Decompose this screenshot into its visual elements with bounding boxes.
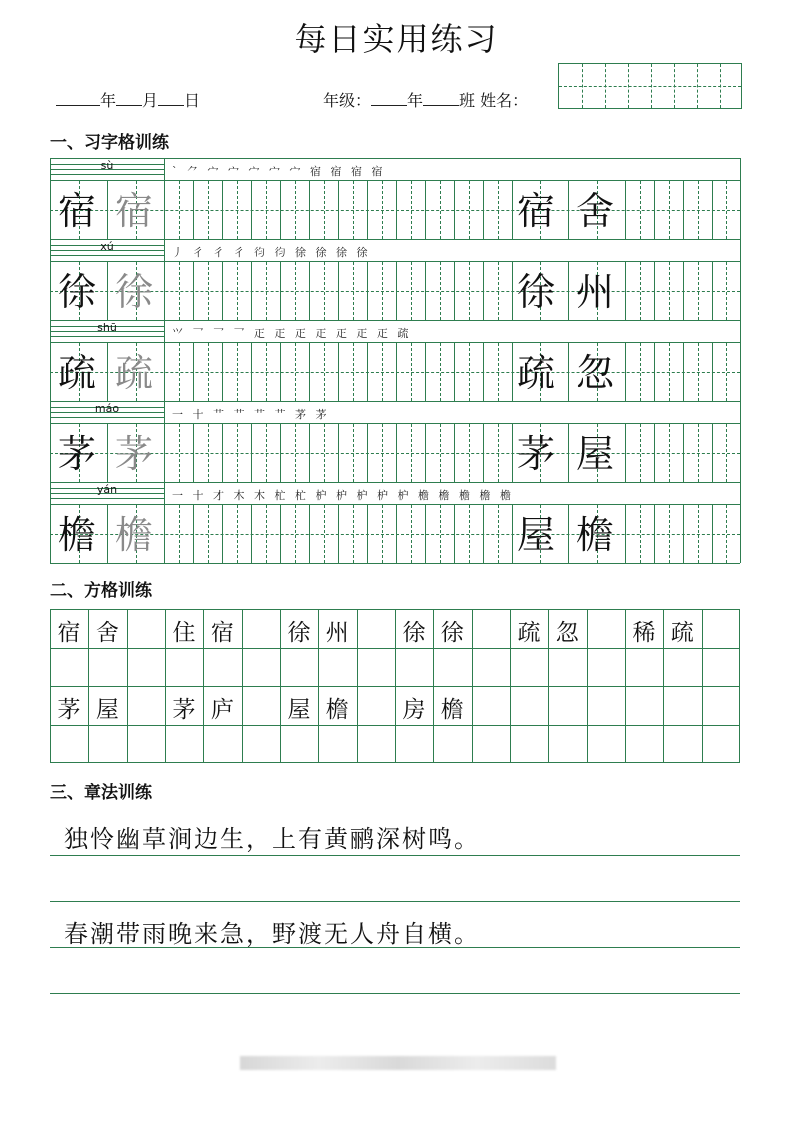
word-character: 宿 <box>517 189 556 233</box>
grid-character: 茅 <box>57 697 81 723</box>
square-cell[interactable] <box>510 609 548 648</box>
square-cell[interactable] <box>203 686 241 725</box>
section-3-heading: 三、章法训练 <box>50 783 152 803</box>
grid-character: 房 <box>402 697 426 723</box>
square-cell[interactable] <box>548 686 586 725</box>
writing-cell[interactable] <box>309 505 338 563</box>
square-cell[interactable] <box>50 686 88 725</box>
stroke-order: 丿 彳 彳 彳 𢓈 𢓈 徐 徐 徐 徐 <box>172 246 371 259</box>
grid-character: 檐 <box>440 697 464 723</box>
square-cell[interactable] <box>510 686 548 725</box>
writing-cell[interactable] <box>280 262 309 320</box>
pinyin-text: shū <box>97 321 117 334</box>
writing-cell[interactable] <box>338 343 367 401</box>
square-cell[interactable] <box>663 609 701 648</box>
writing-cell[interactable] <box>309 181 338 239</box>
word-character: 舍 <box>576 189 615 233</box>
grid-character: 忽 <box>555 620 579 646</box>
trace-character: 宿 <box>115 189 154 233</box>
class-blank[interactable] <box>423 91 459 106</box>
model-character: 茅 <box>58 432 97 476</box>
writing-cell[interactable] <box>280 424 309 482</box>
writing-cell[interactable] <box>193 262 222 320</box>
writing-cell[interactable] <box>193 343 222 401</box>
model-character: 疏 <box>58 351 97 395</box>
writing-cell[interactable] <box>280 343 309 401</box>
grid-character: 疏 <box>670 620 694 646</box>
square-cell[interactable] <box>88 686 126 725</box>
grid-line <box>740 482 741 563</box>
stroke-order: 一 十 艹 艹 艹 艹 茅 茅 <box>172 408 330 421</box>
stroke-order: ⺍ 乛 乛 乛 𤴓 𤴓 𤴓 𤴓 𤴓 𤴓 𤴓 疏 <box>172 327 412 340</box>
model-character: 宿 <box>58 189 97 233</box>
square-cell[interactable] <box>587 609 625 648</box>
section-2-heading: 二、方格训练 <box>50 581 152 601</box>
grid-character: 州 <box>325 620 349 646</box>
writing-cell[interactable] <box>338 424 367 482</box>
writing-cell[interactable] <box>280 181 309 239</box>
word-character: 屋 <box>576 432 615 476</box>
writing-rule <box>50 993 740 994</box>
writing-cell[interactable] <box>454 181 483 239</box>
writing-cell[interactable] <box>222 343 251 401</box>
grid-character: 屋 <box>95 697 119 723</box>
writing-cell[interactable] <box>164 505 193 563</box>
grid-character: 徐 <box>440 620 464 646</box>
writing-cell[interactable] <box>425 424 454 482</box>
word-character: 屋 <box>517 513 556 557</box>
day-label: 日 <box>184 91 201 110</box>
word-character: 疏 <box>517 351 556 395</box>
writing-cell[interactable] <box>483 262 512 320</box>
word-character: 州 <box>576 270 615 314</box>
grid-line <box>50 725 740 726</box>
grid-character: 宿 <box>57 620 81 646</box>
grid-character: 疏 <box>517 620 541 646</box>
writing-cell[interactable] <box>222 262 251 320</box>
name-grid[interactable] <box>558 63 742 109</box>
square-cell[interactable] <box>357 609 395 648</box>
writing-cell[interactable] <box>396 505 425 563</box>
poem-line-2: 春潮带雨晚来急，野渡无人舟自横。 <box>64 920 480 948</box>
writing-cell[interactable] <box>193 181 222 239</box>
writing-cell[interactable] <box>338 181 367 239</box>
word-character: 茅 <box>517 432 556 476</box>
pinyin-guide <box>50 174 164 175</box>
year-blank[interactable] <box>56 91 100 106</box>
writing-cell[interactable] <box>367 181 396 239</box>
page-title: 每日实用练习 <box>294 20 499 58</box>
date-line <box>56 88 200 111</box>
poem-line-1: 独怜幽草涧边生，上有黄鹂深树鸣。 <box>64 825 480 853</box>
pinyin-guide <box>50 498 164 499</box>
pinyin-guide <box>50 417 164 418</box>
writing-rule <box>50 901 740 902</box>
writing-cell[interactable] <box>164 181 193 239</box>
blurred-footer <box>240 1056 556 1070</box>
pinyin-guide <box>50 336 164 337</box>
day-blank[interactable] <box>158 91 184 106</box>
writing-cell[interactable] <box>222 181 251 239</box>
grid-character: 徐 <box>402 620 426 646</box>
trace-character: 疏 <box>115 351 154 395</box>
writing-cell[interactable] <box>309 424 338 482</box>
writing-rule <box>50 855 740 856</box>
grid-character: 茅 <box>172 697 196 723</box>
square-cell[interactable] <box>663 686 701 725</box>
writing-cell[interactable] <box>338 262 367 320</box>
grid-character: 庐 <box>210 697 234 723</box>
word-character: 忽 <box>576 351 615 395</box>
class-name-label: 班 姓名： <box>459 91 529 110</box>
grid-line <box>50 648 740 649</box>
grid-character: 宿 <box>210 620 234 646</box>
square-cell[interactable] <box>280 686 318 725</box>
year-label: 年 <box>100 91 117 110</box>
square-cell[interactable] <box>395 686 433 725</box>
square-cell[interactable] <box>702 609 740 648</box>
square-cell[interactable] <box>318 686 356 725</box>
writing-cell[interactable] <box>425 262 454 320</box>
writing-cell[interactable] <box>425 343 454 401</box>
writing-cell[interactable] <box>483 424 512 482</box>
square-cell[interactable] <box>395 609 433 648</box>
writing-cell[interactable] <box>164 424 193 482</box>
square-cell[interactable] <box>472 686 510 725</box>
writing-cell[interactable] <box>454 505 483 563</box>
grid-character: 檐 <box>325 697 349 723</box>
model-character: 檐 <box>58 513 97 557</box>
grid-line <box>740 239 741 320</box>
writing-cell[interactable] <box>251 424 280 482</box>
writing-cell[interactable] <box>367 343 396 401</box>
writing-cell[interactable] <box>251 343 280 401</box>
class-line <box>323 88 528 111</box>
writing-cell[interactable] <box>251 262 280 320</box>
writing-cell[interactable] <box>454 262 483 320</box>
grid-line <box>740 401 741 482</box>
square-cell[interactable] <box>127 609 165 648</box>
section-1-heading: 一、习字格训练 <box>50 133 169 153</box>
writing-cell[interactable] <box>193 505 222 563</box>
writing-cell[interactable] <box>251 505 280 563</box>
stroke-order: 一 十 才 木 木 杧 杧 枦 枦 枦 枦 枦 檐 檐 檐 檐 檐 <box>172 489 514 502</box>
pinyin-text: xú <box>100 240 114 253</box>
grid-character: 徐 <box>287 620 311 646</box>
writing-cell[interactable] <box>483 343 512 401</box>
word-character: 檐 <box>576 513 615 557</box>
grid-character: 稀 <box>632 620 656 646</box>
writing-cell[interactable] <box>309 262 338 320</box>
square-cell[interactable] <box>433 609 471 648</box>
writing-cell[interactable] <box>425 505 454 563</box>
writing-cell[interactable] <box>454 424 483 482</box>
square-cell[interactable] <box>165 686 203 725</box>
square-cell[interactable] <box>242 609 280 648</box>
trace-character: 檐 <box>115 513 154 557</box>
square-cell[interactable] <box>548 609 586 648</box>
square-cell[interactable] <box>357 686 395 725</box>
model-character: 徐 <box>58 270 97 314</box>
grid-character: 舍 <box>95 620 119 646</box>
writing-cell[interactable] <box>193 424 222 482</box>
stroke-order: ` ⺈ 宀 宀 宀 宀 宀 宿 宿 宿 宿 <box>172 165 386 178</box>
writing-cell[interactable] <box>367 262 396 320</box>
month-label: 月 <box>142 91 159 110</box>
writing-cell[interactable] <box>396 343 425 401</box>
square-cell[interactable] <box>472 609 510 648</box>
writing-cell[interactable] <box>483 181 512 239</box>
writing-cell[interactable] <box>454 343 483 401</box>
month-blank[interactable] <box>116 91 142 106</box>
square-cell[interactable] <box>625 609 663 648</box>
grade-blank[interactable] <box>371 91 407 106</box>
square-cell[interactable] <box>50 609 88 648</box>
square-cell[interactable] <box>587 686 625 725</box>
writing-cell[interactable] <box>222 505 251 563</box>
pinyin-guide <box>50 255 164 256</box>
square-cell[interactable] <box>280 609 318 648</box>
square-cell[interactable] <box>702 686 740 725</box>
square-cell[interactable] <box>165 609 203 648</box>
writing-cell[interactable] <box>396 424 425 482</box>
square-cell[interactable] <box>127 686 165 725</box>
square-cell[interactable] <box>203 609 241 648</box>
pinyin-text: sù <box>100 159 114 172</box>
square-cell[interactable] <box>88 609 126 648</box>
word-character: 徐 <box>517 270 556 314</box>
pinyin-text: máo <box>94 402 120 415</box>
writing-cell[interactable] <box>367 505 396 563</box>
writing-cell[interactable] <box>222 424 251 482</box>
square-cell[interactable] <box>433 686 471 725</box>
writing-cell[interactable] <box>251 181 280 239</box>
writing-cell[interactable] <box>309 343 338 401</box>
writing-cell[interactable] <box>396 181 425 239</box>
writing-cell[interactable] <box>164 343 193 401</box>
writing-cell[interactable] <box>483 505 512 563</box>
grade-label: 年级： <box>323 91 372 110</box>
grid-character: 屋 <box>287 697 311 723</box>
trace-character: 徐 <box>115 270 154 314</box>
grid-line <box>740 158 741 239</box>
pinyin-text: yán <box>96 483 118 496</box>
writing-cell[interactable] <box>396 262 425 320</box>
square-cell[interactable] <box>242 686 280 725</box>
square-cell[interactable] <box>625 686 663 725</box>
writing-cell[interactable] <box>164 262 193 320</box>
grade-year-label: 年 <box>407 91 424 110</box>
writing-cell[interactable] <box>425 181 454 239</box>
writing-cell[interactable] <box>367 424 396 482</box>
square-cell[interactable] <box>318 609 356 648</box>
writing-cell[interactable] <box>280 505 309 563</box>
grid-line <box>50 563 740 564</box>
trace-character: 茅 <box>115 432 154 476</box>
grid-character: 住 <box>172 620 196 646</box>
writing-rule <box>50 947 740 948</box>
grid-line <box>740 320 741 401</box>
writing-cell[interactable] <box>338 505 367 563</box>
